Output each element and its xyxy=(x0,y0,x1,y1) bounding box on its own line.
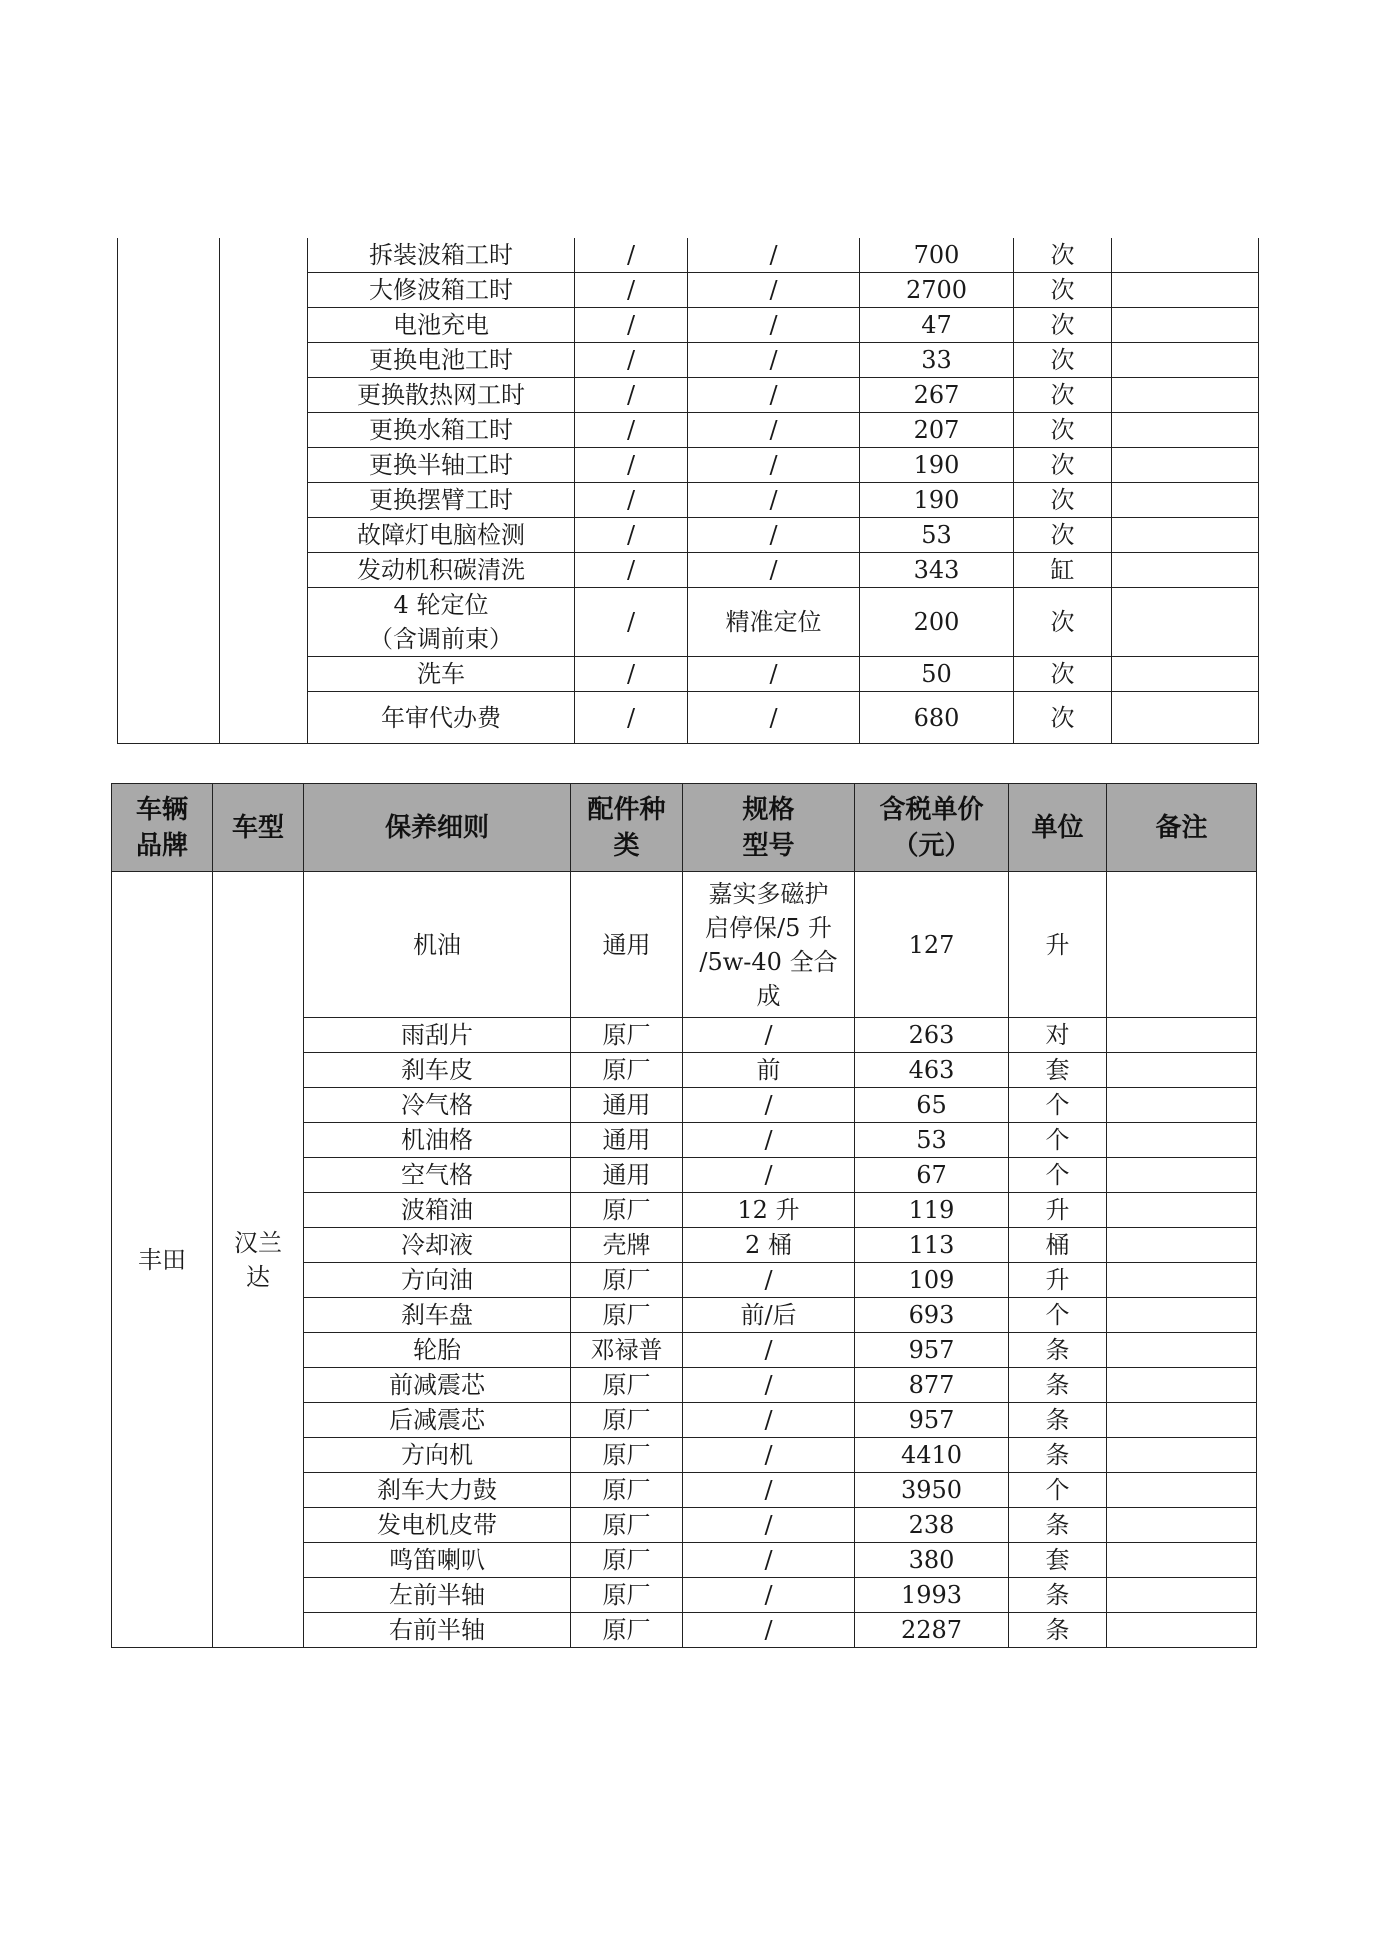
item-cell: 方向机 xyxy=(304,1438,571,1473)
price-cell: 33 xyxy=(860,343,1014,378)
item-cell: 刹车皮 xyxy=(304,1053,571,1088)
type-cell: / xyxy=(575,448,688,483)
spec-cell: 2 桶 xyxy=(683,1228,855,1263)
remark-cell xyxy=(1107,1438,1257,1473)
spec-cell: / xyxy=(683,1088,855,1123)
spec-cell: / xyxy=(688,238,860,273)
remark-cell xyxy=(1112,378,1259,413)
type-cell: 通用 xyxy=(571,1123,683,1158)
price-cell: 50 xyxy=(860,657,1014,692)
type-cell: 原厂 xyxy=(571,1053,683,1088)
spec-cell: / xyxy=(688,483,860,518)
spec-cell: / xyxy=(683,1578,855,1613)
remark-cell xyxy=(1112,657,1259,692)
type-cell: / xyxy=(575,692,688,744)
unit-cell: 次 xyxy=(1014,238,1112,273)
unit-cell: 个 xyxy=(1009,1158,1107,1193)
price-cell: 263 xyxy=(855,1018,1009,1053)
remark-cell xyxy=(1112,273,1259,308)
toyota-maintenance-table xyxy=(111,783,1257,1648)
item-cell: 电池充电 xyxy=(308,308,575,343)
item-cell: 更换摆臂工时 xyxy=(308,483,575,518)
price-cell: 380 xyxy=(855,1543,1009,1578)
remark-cell xyxy=(1112,553,1259,588)
unit-cell: 条 xyxy=(1009,1508,1107,1543)
remark-cell xyxy=(1107,1578,1257,1613)
remark-cell xyxy=(1107,1508,1257,1543)
item-cell: 刹车大力鼓 xyxy=(304,1473,571,1508)
type-cell: / xyxy=(575,343,688,378)
item-cell: 机油 xyxy=(304,872,571,1018)
spec-cell: / xyxy=(688,308,860,343)
type-cell: / xyxy=(575,483,688,518)
table-row xyxy=(118,238,1259,273)
remark-cell xyxy=(1107,1543,1257,1578)
unit-cell: 个 xyxy=(1009,1473,1107,1508)
unit-cell: 个 xyxy=(1009,1088,1107,1123)
item-cell: 拆装波箱工时 xyxy=(308,238,575,273)
header-spec: 规格 型号 xyxy=(683,784,855,872)
spec-cell: / xyxy=(683,1158,855,1193)
unit-cell: 次 xyxy=(1014,588,1112,657)
type-cell: 通用 xyxy=(571,1088,683,1123)
unit-cell: 条 xyxy=(1009,1403,1107,1438)
continued-maintenance-table xyxy=(117,238,1259,744)
price-cell: 127 xyxy=(855,872,1009,1018)
price-cell: 463 xyxy=(855,1053,1009,1088)
price-cell: 2287 xyxy=(855,1613,1009,1648)
spec-cell: / xyxy=(688,413,860,448)
item-cell: 后减震芯 xyxy=(304,1403,571,1438)
type-cell: 通用 xyxy=(571,1158,683,1193)
item-cell: 轮胎 xyxy=(304,1333,571,1368)
spec-cell: / xyxy=(683,1438,855,1473)
type-cell: 通用 xyxy=(571,872,683,1018)
unit-cell: 套 xyxy=(1009,1053,1107,1088)
price-cell: 200 xyxy=(860,588,1014,657)
unit-cell: 次 xyxy=(1014,273,1112,308)
unit-cell: 条 xyxy=(1009,1438,1107,1473)
remark-cell xyxy=(1107,1473,1257,1508)
type-cell: 原厂 xyxy=(571,1473,683,1508)
remark-cell xyxy=(1112,692,1259,744)
item-cell: 4 轮定位 （含调前束） xyxy=(308,588,575,657)
remark-cell xyxy=(1107,1298,1257,1333)
remark-cell xyxy=(1112,238,1259,273)
spec-cell: / xyxy=(683,1368,855,1403)
unit-cell: 升 xyxy=(1009,872,1107,1018)
price-cell: 53 xyxy=(855,1123,1009,1158)
spec-cell: / xyxy=(688,343,860,378)
item-cell: 年审代办费 xyxy=(308,692,575,744)
header-remark: 备注 xyxy=(1107,784,1257,872)
model-cell: 汉兰 达 xyxy=(213,872,304,1648)
price-cell: 700 xyxy=(860,238,1014,273)
type-cell: / xyxy=(575,308,688,343)
price-cell: 877 xyxy=(855,1368,1009,1403)
remark-cell xyxy=(1107,1053,1257,1088)
header-unit: 单位 xyxy=(1009,784,1107,872)
spec-cell: / xyxy=(683,1543,855,1578)
price-cell: 67 xyxy=(855,1158,1009,1193)
spec-cell: / xyxy=(683,1123,855,1158)
item-cell: 右前半轴 xyxy=(304,1613,571,1648)
spec-cell: / xyxy=(688,518,860,553)
spec-cell: / xyxy=(683,1508,855,1543)
spec-cell: / xyxy=(688,657,860,692)
price-cell: 3950 xyxy=(855,1473,1009,1508)
type-cell: / xyxy=(575,657,688,692)
item-cell: 刹车盘 xyxy=(304,1298,571,1333)
unit-cell: 条 xyxy=(1009,1578,1107,1613)
price-cell: 2700 xyxy=(860,273,1014,308)
price-cell: 957 xyxy=(855,1333,1009,1368)
unit-cell: 次 xyxy=(1014,692,1112,744)
spec-cell: / xyxy=(683,1613,855,1648)
type-cell: / xyxy=(575,238,688,273)
item-cell: 空气格 xyxy=(304,1158,571,1193)
remark-cell xyxy=(1107,1123,1257,1158)
unit-cell: 次 xyxy=(1014,518,1112,553)
type-cell: 原厂 xyxy=(571,1018,683,1053)
spec-cell: 12 升 xyxy=(683,1193,855,1228)
remark-cell xyxy=(1112,343,1259,378)
remark-cell xyxy=(1107,1263,1257,1298)
spec-cell: / xyxy=(688,553,860,588)
type-cell: 原厂 xyxy=(571,1263,683,1298)
remark-cell xyxy=(1107,1403,1257,1438)
price-cell: 1993 xyxy=(855,1578,1009,1613)
price-cell: 267 xyxy=(860,378,1014,413)
brand-cell xyxy=(118,238,220,744)
unit-cell: 次 xyxy=(1014,448,1112,483)
item-cell: 故障灯电脑检测 xyxy=(308,518,575,553)
item-cell: 波箱油 xyxy=(304,1193,571,1228)
type-cell: 原厂 xyxy=(571,1298,683,1333)
type-cell: 原厂 xyxy=(571,1193,683,1228)
type-cell: 原厂 xyxy=(571,1578,683,1613)
price-cell: 119 xyxy=(855,1193,1009,1228)
price-cell: 190 xyxy=(860,448,1014,483)
remark-cell xyxy=(1112,518,1259,553)
remark-cell xyxy=(1112,448,1259,483)
spec-cell: 前 xyxy=(683,1053,855,1088)
item-cell: 洗车 xyxy=(308,657,575,692)
unit-cell: 次 xyxy=(1014,413,1112,448)
header-model: 车型 xyxy=(213,784,304,872)
type-cell: / xyxy=(575,588,688,657)
price-cell: 238 xyxy=(855,1508,1009,1543)
spec-cell: / xyxy=(683,1333,855,1368)
price-cell: 190 xyxy=(860,483,1014,518)
header-item: 保养细则 xyxy=(304,784,571,872)
type-cell: / xyxy=(575,273,688,308)
unit-cell: 条 xyxy=(1009,1368,1107,1403)
item-cell: 左前半轴 xyxy=(304,1578,571,1613)
type-cell: 原厂 xyxy=(571,1438,683,1473)
remark-cell xyxy=(1107,872,1257,1018)
type-cell: 壳牌 xyxy=(571,1228,683,1263)
item-cell: 冷却液 xyxy=(304,1228,571,1263)
price-cell: 4410 xyxy=(855,1438,1009,1473)
spec-cell: / xyxy=(683,1403,855,1438)
price-cell: 113 xyxy=(855,1228,1009,1263)
table-header-row xyxy=(112,784,1257,872)
spec-cell: / xyxy=(683,1018,855,1053)
item-cell: 方向油 xyxy=(304,1263,571,1298)
type-cell: 原厂 xyxy=(571,1508,683,1543)
unit-cell: 升 xyxy=(1009,1193,1107,1228)
item-cell: 鸣笛喇叭 xyxy=(304,1543,571,1578)
item-cell: 更换半轴工时 xyxy=(308,448,575,483)
unit-cell: 次 xyxy=(1014,657,1112,692)
spec-cell: / xyxy=(683,1473,855,1508)
remark-cell xyxy=(1112,308,1259,343)
spec-cell: / xyxy=(688,448,860,483)
remark-cell xyxy=(1107,1088,1257,1123)
remark-cell xyxy=(1107,1158,1257,1193)
remark-cell xyxy=(1107,1613,1257,1648)
remark-cell xyxy=(1107,1193,1257,1228)
item-cell: 更换散热网工时 xyxy=(308,378,575,413)
price-cell: 207 xyxy=(860,413,1014,448)
spec-cell: 精准定位 xyxy=(688,588,860,657)
unit-cell: 次 xyxy=(1014,378,1112,413)
model-cell xyxy=(220,238,308,744)
type-cell: / xyxy=(575,518,688,553)
price-cell: 680 xyxy=(860,692,1014,744)
type-cell: 原厂 xyxy=(571,1403,683,1438)
item-cell: 更换水箱工时 xyxy=(308,413,575,448)
remark-cell xyxy=(1107,1228,1257,1263)
header-brand: 车辆 品牌 xyxy=(112,784,213,872)
type-cell: 原厂 xyxy=(571,1543,683,1578)
unit-cell: 次 xyxy=(1014,343,1112,378)
spec-cell: / xyxy=(688,692,860,744)
unit-cell: 条 xyxy=(1009,1613,1107,1648)
spec-cell: / xyxy=(688,273,860,308)
unit-cell: 升 xyxy=(1009,1263,1107,1298)
unit-cell: 次 xyxy=(1014,483,1112,518)
item-cell: 前减震芯 xyxy=(304,1368,571,1403)
item-cell: 大修波箱工时 xyxy=(308,273,575,308)
remark-cell xyxy=(1107,1368,1257,1403)
unit-cell: 套 xyxy=(1009,1543,1107,1578)
spec-cell: 嘉实多磁护 启停保/5 升 /5w-40 全合 成 xyxy=(683,872,855,1018)
item-cell: 雨刮片 xyxy=(304,1018,571,1053)
type-cell: 邓禄普 xyxy=(571,1333,683,1368)
unit-cell: 缸 xyxy=(1014,553,1112,588)
unit-cell: 次 xyxy=(1014,308,1112,343)
item-cell: 机油格 xyxy=(304,1123,571,1158)
remark-cell xyxy=(1112,588,1259,657)
spec-cell: 前/后 xyxy=(683,1298,855,1333)
price-cell: 65 xyxy=(855,1088,1009,1123)
brand-cell: 丰田 xyxy=(112,872,213,1648)
price-cell: 693 xyxy=(855,1298,1009,1333)
type-cell: / xyxy=(575,378,688,413)
spec-cell: / xyxy=(688,378,860,413)
table-row-oil xyxy=(112,872,1257,1018)
item-cell: 发电机皮带 xyxy=(304,1508,571,1543)
header-part-type: 配件种 类 xyxy=(571,784,683,872)
type-cell: / xyxy=(575,413,688,448)
price-cell: 957 xyxy=(855,1403,1009,1438)
type-cell: 原厂 xyxy=(571,1613,683,1648)
type-cell: / xyxy=(575,553,688,588)
item-cell: 更换电池工时 xyxy=(308,343,575,378)
price-cell: 53 xyxy=(860,518,1014,553)
price-cell: 343 xyxy=(860,553,1014,588)
unit-cell: 对 xyxy=(1009,1018,1107,1053)
unit-cell: 个 xyxy=(1009,1123,1107,1158)
remark-cell xyxy=(1107,1333,1257,1368)
remark-cell xyxy=(1107,1018,1257,1053)
item-cell: 发动机积碳清洗 xyxy=(308,553,575,588)
type-cell: 原厂 xyxy=(571,1368,683,1403)
item-cell: 冷气格 xyxy=(304,1088,571,1123)
remark-cell xyxy=(1112,483,1259,518)
header-price: 含税单价 （元） xyxy=(855,784,1009,872)
unit-cell: 个 xyxy=(1009,1298,1107,1333)
price-cell: 47 xyxy=(860,308,1014,343)
unit-cell: 条 xyxy=(1009,1333,1107,1368)
unit-cell: 桶 xyxy=(1009,1228,1107,1263)
price-cell: 109 xyxy=(855,1263,1009,1298)
remark-cell xyxy=(1112,413,1259,448)
spec-cell: / xyxy=(683,1263,855,1298)
